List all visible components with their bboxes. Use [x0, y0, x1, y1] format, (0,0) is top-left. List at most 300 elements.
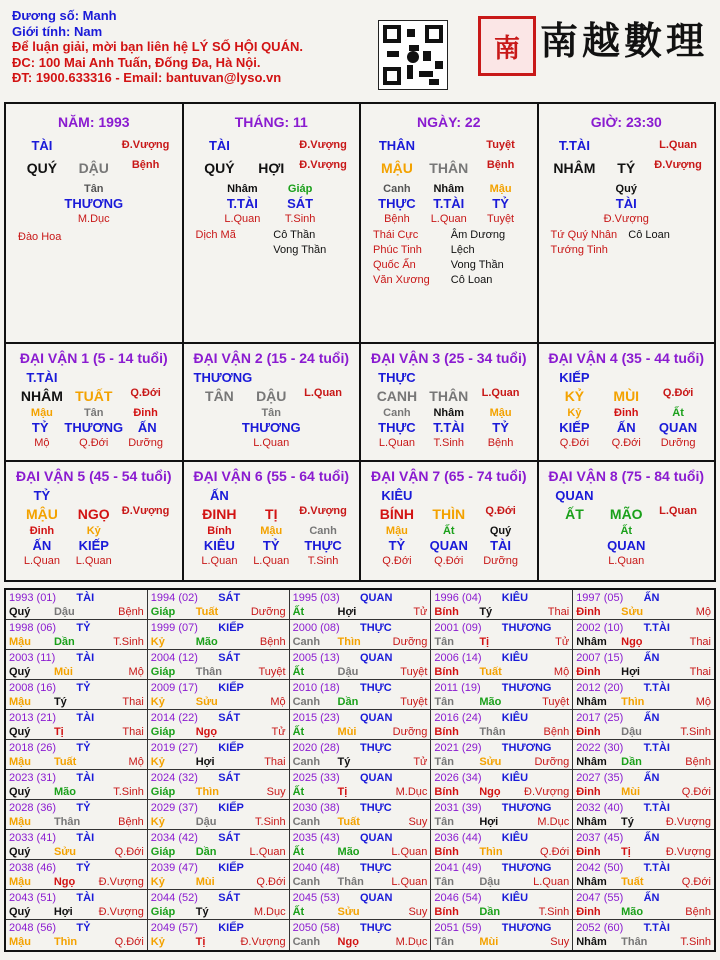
- year-god: THƯƠNG: [501, 922, 552, 934]
- year-label: 2034 (42): [150, 832, 198, 844]
- year-cell: [6, 680, 148, 709]
- year-label: 2005 (13): [292, 652, 340, 664]
- year-cell: [6, 860, 148, 889]
- stem: TÂN: [205, 388, 234, 404]
- year-stage: Bệnh: [543, 726, 570, 738]
- year-branch: Dậu: [337, 666, 359, 678]
- year-cell: [6, 800, 148, 829]
- stem: NHÂM: [553, 160, 596, 176]
- year-god: TỶ: [76, 682, 91, 694]
- year-stem: Tân: [434, 696, 454, 708]
- year-branch: Dần: [195, 846, 217, 858]
- year-stage: Suy: [550, 936, 570, 948]
- year-cell: [431, 650, 573, 679]
- stem: MẬU: [25, 506, 58, 522]
- year-cell: [290, 830, 432, 859]
- year-label: 2010 (18): [292, 682, 340, 694]
- year-cell: [6, 920, 148, 950]
- stage: L.Quan: [659, 139, 698, 151]
- year-label: 2016 (24): [434, 712, 482, 724]
- stem: MẬU: [380, 160, 413, 176]
- year-row: [6, 740, 714, 770]
- year-stage: L.Quan: [249, 846, 286, 858]
- hidden-god: QUAN: [658, 420, 698, 435]
- year-stage: Dưỡng: [250, 606, 286, 618]
- year-god: TỶ: [76, 622, 91, 634]
- year-god: KIẾP: [218, 922, 244, 934]
- year-stem: Ất: [292, 726, 305, 738]
- stage: L.Quan: [304, 387, 343, 399]
- year-god: THỰC: [360, 922, 392, 934]
- year-row: [6, 620, 714, 650]
- hidden-god: SÁT: [287, 196, 314, 211]
- year-branch: Sửu: [337, 906, 360, 918]
- hidden-stem: Tân: [83, 407, 104, 419]
- year-label: 2012 (20): [576, 682, 624, 694]
- hidden-stem: Đinh: [614, 407, 639, 419]
- hidden-god: TỶ: [388, 538, 406, 553]
- year-stem: Mậu: [9, 816, 31, 828]
- year-god: QUAN: [360, 892, 393, 904]
- pillar-hour: [539, 104, 715, 344]
- year-stage: Suy: [408, 906, 428, 918]
- ten-god: TÀI: [31, 138, 53, 153]
- dai-van-title: ĐẠI VẬN 1 (5 - 14 tuổi): [19, 350, 168, 366]
- year-label: 2027 (35): [576, 772, 624, 784]
- year-god: SÁT: [218, 832, 241, 844]
- hidden-stem: Bính: [207, 525, 232, 537]
- year-stage: L.Quan: [391, 876, 428, 888]
- year-cell: [290, 650, 432, 679]
- year-branch: Tuất: [53, 756, 77, 768]
- pillar-title: THÁNG: 11: [234, 114, 308, 130]
- year-god: ẤN: [643, 592, 660, 604]
- hidden-stem: Mậu: [260, 525, 283, 537]
- stars-good: Tứ Quý Nhân Tướng Tinh: [550, 229, 618, 256]
- year-label: 1997 (05): [576, 592, 624, 604]
- hidden-stem: Mậu: [489, 407, 512, 419]
- year-stem: Nhâm: [576, 696, 607, 708]
- hidden-god: QUAN: [429, 538, 468, 553]
- year-cell: [6, 830, 148, 859]
- year-cell: [6, 770, 148, 799]
- year-label: 2003 (11): [9, 652, 56, 664]
- year-stage: Thai: [122, 696, 144, 708]
- year-label: 2013 (21): [9, 712, 57, 724]
- year-stage: Thai: [689, 666, 711, 678]
- year-stem: Giáp: [150, 666, 176, 678]
- year-branch: Thìn: [621, 696, 645, 708]
- year-stem: Mậu: [9, 936, 31, 948]
- hidden-stage: L.Quan: [378, 437, 415, 449]
- hidden-god: [194, 420, 242, 436]
- dai-van-title: ĐẠI VẬN 5 (45 - 54 tuổi): [15, 468, 172, 484]
- year-label: 2028 (36): [9, 802, 57, 814]
- ten-god: T.TÀI: [558, 138, 590, 153]
- year-label: 2001 (09): [434, 622, 482, 634]
- year-stage: Bệnh: [685, 906, 711, 918]
- hidden-stem: Ất: [442, 525, 455, 537]
- year-stem: Kỷ: [150, 636, 165, 648]
- year-stem: Bính: [434, 726, 459, 738]
- dai-van-2: [184, 344, 362, 462]
- year-stem: Nhâm: [576, 756, 607, 768]
- hidden-god: TỶ: [262, 538, 280, 553]
- ten-god: QUAN: [555, 488, 594, 503]
- year-god: TÀI: [76, 652, 95, 664]
- stem: ĐINH: [202, 506, 237, 522]
- year-stage: Suy: [408, 816, 428, 828]
- hidden-stage: L.Quan: [430, 213, 467, 225]
- dai-van-title: ĐẠI VẬN 6 (55 - 64 tuổi): [193, 468, 350, 484]
- year-row: [6, 650, 714, 680]
- year-branch: Hợi: [195, 756, 215, 768]
- stem: ẤT: [565, 506, 584, 522]
- year-stem: Canh: [292, 756, 321, 768]
- hidden-god: THƯƠNG: [64, 420, 124, 435]
- year-branch: Thân: [479, 726, 506, 738]
- year-branch: Dậu: [195, 816, 217, 828]
- hidden-god: THƯƠNG: [241, 420, 301, 435]
- dai-van-row-1: [6, 344, 714, 462]
- year-stage: Tử: [271, 726, 286, 738]
- annual-table: [4, 588, 716, 952]
- year-stem: Canh: [292, 876, 321, 888]
- year-label: 2011 (19): [434, 682, 481, 694]
- year-god: KIẾP: [218, 802, 244, 814]
- hidden-god: TÀI: [490, 538, 512, 553]
- year-branch: Tuất: [479, 666, 502, 678]
- hidden-stage: L.Quan: [224, 213, 261, 225]
- year-stage: Tử: [413, 606, 428, 618]
- year-cell: [6, 620, 148, 649]
- dai-van-title: ĐẠI VẬN 8 (75 - 84 tuổi): [548, 468, 705, 484]
- hidden-god: THỰC: [304, 538, 342, 553]
- year-cell: [290, 680, 432, 709]
- year-stem: Đinh: [576, 786, 601, 798]
- year-stage: Mộ: [695, 696, 711, 708]
- hidden-god: [549, 538, 601, 554]
- hidden-stem: Tân: [83, 183, 104, 195]
- year-label: 2050 (58): [292, 922, 340, 934]
- hidden-god: [301, 420, 349, 436]
- year-god: SÁT: [218, 652, 241, 664]
- year-label: 2036 (44): [434, 832, 482, 844]
- hidden-stem: Mậu: [385, 525, 408, 537]
- year-label: 2045 (53): [292, 892, 340, 904]
- year-cell: [6, 650, 148, 679]
- hidden-god: KIẾP: [78, 538, 109, 553]
- year-branch: Tuất: [621, 876, 644, 888]
- year-god: QUAN: [360, 772, 393, 784]
- year-branch: Mão: [53, 786, 76, 798]
- year-row: [6, 920, 714, 950]
- year-stage: Tử: [555, 636, 570, 648]
- year-branch: Mùi: [337, 726, 357, 738]
- year-row: [6, 770, 714, 800]
- year-god: T.TÀI: [643, 622, 670, 634]
- year-god: T.TÀI: [643, 922, 670, 934]
- year-stem: Bính: [434, 606, 459, 618]
- pillars-row: [6, 104, 714, 344]
- year-label: 2048 (56): [9, 922, 57, 934]
- hidden-stage: L.Quan: [253, 555, 290, 567]
- year-god: KIẾP: [218, 862, 244, 874]
- year-label: 2031 (39): [434, 802, 482, 814]
- year-branch: Hợi: [621, 666, 640, 678]
- dai-van-8: [539, 462, 715, 580]
- year-stage: Thai: [122, 726, 144, 738]
- year-stage: Q.Đới: [539, 846, 570, 858]
- year-branch: Ngọ: [621, 636, 643, 648]
- year-stage: Bệnh: [118, 816, 144, 828]
- hidden-stem: Ất: [672, 407, 684, 419]
- hidden-stage: T.Sinh: [307, 555, 339, 567]
- year-branch: Tuất: [337, 816, 360, 828]
- year-god: THỰC: [360, 802, 392, 814]
- pillar-year: [6, 104, 184, 344]
- year-god: T.TÀI: [643, 862, 670, 874]
- hidden-god: THỰC: [378, 196, 416, 211]
- year-branch: Hợi: [53, 906, 73, 918]
- year-god: TỶ: [76, 802, 91, 814]
- hidden-god: [652, 538, 704, 554]
- year-label: 2026 (34): [434, 772, 482, 784]
- year-god: T.TÀI: [643, 742, 670, 754]
- year-cell: [148, 920, 290, 950]
- hidden-stage: Bệnh: [384, 213, 410, 225]
- year-cell: [290, 890, 432, 919]
- branch: TỊ: [265, 506, 278, 522]
- year-stem: Mậu: [9, 876, 31, 888]
- year-cell: [573, 770, 714, 799]
- hidden-god: T.TÀI: [226, 196, 258, 211]
- year-stem: Kỷ: [150, 936, 165, 948]
- dai-van-1: [6, 344, 184, 462]
- year-stage: Suy: [266, 786, 286, 798]
- branch-stage: Bệnh: [486, 159, 515, 171]
- year-branch: Hợi: [337, 606, 357, 618]
- year-cell: [431, 620, 573, 649]
- year-branch: Mùi: [479, 936, 499, 948]
- year-cell: [573, 890, 714, 919]
- year-stem: Quý: [9, 786, 31, 798]
- year-stem: Tân: [434, 756, 454, 768]
- hidden-god: KIẾP: [559, 420, 590, 435]
- dai-van-title: ĐẠI VẬN 4 (35 - 44 tuổi): [548, 350, 705, 366]
- year-branch: Mão: [337, 846, 360, 858]
- hidden-stage: L.Quan: [201, 555, 238, 567]
- year-row: [6, 680, 714, 710]
- year-branch: Mùi: [195, 876, 215, 888]
- year-row: [6, 860, 714, 890]
- year-cell: [6, 740, 148, 769]
- year-stem: Ất: [292, 906, 305, 918]
- year-god: SÁT: [218, 772, 241, 784]
- year-branch: Tị: [479, 636, 490, 648]
- hidden-stem: [194, 406, 246, 420]
- year-label: 2018 (26): [9, 742, 57, 754]
- year-branch: Dậu: [479, 876, 501, 888]
- year-row: [6, 710, 714, 740]
- year-stage: Tuyệt: [400, 666, 428, 678]
- year-cell: [6, 710, 148, 739]
- hidden-stage: [297, 436, 349, 450]
- year-label: 2052 (60): [576, 922, 624, 934]
- year-god: SÁT: [218, 592, 241, 604]
- year-branch: Dần: [337, 696, 359, 708]
- year-label: 2008 (16): [9, 682, 57, 694]
- year-cell: [573, 800, 714, 829]
- year-stage: T.Sinh: [113, 636, 144, 648]
- hidden-stage: Dưỡng: [128, 437, 163, 449]
- year-branch: Ngọ: [53, 876, 76, 888]
- year-god: KIÊU: [501, 652, 529, 664]
- stars: Đào Hoa: [18, 231, 62, 243]
- hidden-stem: Nhâm: [433, 183, 465, 195]
- hidden-stage: Đ.Vượng: [603, 213, 649, 225]
- year-stage: Đ.Vượng: [665, 846, 711, 858]
- year-god: KIẾP: [218, 742, 244, 754]
- year-stem: Ất: [292, 786, 305, 798]
- year-stage: T.Sinh: [113, 786, 144, 798]
- year-stage: M.Dục: [537, 816, 570, 828]
- year-cell: [290, 860, 432, 889]
- stage: Đ.Vượng: [121, 139, 170, 151]
- year-cell: [290, 740, 432, 769]
- hidden-god: THỰC: [378, 420, 416, 435]
- stage: Q.Đới: [130, 387, 161, 399]
- year-branch: Ngọ: [195, 726, 218, 738]
- hidden-stem: Canh: [309, 525, 337, 537]
- year-god: THƯƠNG: [501, 862, 552, 874]
- hidden-god: TÀI: [615, 196, 637, 211]
- year-god: KIÊU: [501, 712, 529, 724]
- hidden-god: TỶ: [492, 420, 509, 435]
- year-god: TÀI: [76, 712, 95, 724]
- year-label: 2035 (43): [292, 832, 340, 844]
- year-branch: Sửu: [195, 696, 218, 708]
- brand-seal: 南: [478, 16, 536, 76]
- year-cell: [6, 590, 148, 619]
- year-label: 2002 (10): [576, 622, 624, 634]
- year-label: 2030 (38): [292, 802, 340, 814]
- year-label: 2043 (51): [9, 892, 57, 904]
- stars-good: Thái Cực Phúc Tinh Quốc Ấn Văn Xương: [373, 229, 430, 286]
- stage: L.Quan: [481, 387, 520, 399]
- year-stage: Mộ: [270, 696, 286, 708]
- branch: HỢI: [258, 160, 285, 176]
- year-branch: Dần: [53, 636, 75, 648]
- year-branch: Dần: [621, 756, 642, 768]
- hidden-stem: Ất: [620, 525, 633, 537]
- year-stem: Canh: [292, 936, 321, 948]
- year-cell: [573, 920, 714, 950]
- year-god: THƯƠNG: [501, 802, 552, 814]
- header: [12, 8, 303, 86]
- year-god: KIÊU: [501, 592, 529, 604]
- ten-god: ẤN: [210, 488, 229, 503]
- year-cell: [431, 830, 573, 859]
- year-label: 1999 (07): [150, 622, 198, 634]
- year-stage: T.Sinh: [680, 726, 711, 738]
- brand-logo-text: 南越數理: [540, 18, 709, 63]
- stem: CANH: [376, 388, 418, 404]
- branch-stage: Đ.Vượng: [654, 159, 702, 171]
- year-row: [6, 590, 714, 620]
- year-label: 2019 (27): [150, 742, 198, 754]
- stage: Q.Đới: [662, 387, 694, 399]
- hidden-stage: Mộ: [34, 437, 50, 449]
- year-label: 2033 (41): [9, 832, 57, 844]
- year-branch: Tý: [195, 906, 209, 918]
- year-label: 2047 (55): [576, 892, 624, 904]
- year-stem: Ất: [292, 666, 305, 678]
- year-stem: Giáp: [150, 786, 176, 798]
- year-branch: Mùi: [53, 666, 73, 678]
- branch: THÂN: [429, 388, 469, 404]
- year-stem: Giáp: [150, 606, 176, 618]
- branch: DẬU: [256, 388, 287, 404]
- year-cell: [6, 890, 148, 919]
- year-stage: Thai: [689, 636, 711, 648]
- year-stage: Mộ: [695, 606, 711, 618]
- hidden-stage: T.Sinh: [433, 437, 465, 449]
- year-god: ẤN: [643, 832, 660, 844]
- hidden-stage: T.Sinh: [284, 213, 316, 225]
- year-cell: [290, 590, 432, 619]
- hidden-god: [120, 538, 172, 554]
- stars-bad: Cô Thần Vong Thần: [273, 229, 327, 256]
- hidden-god: T.TÀI: [433, 420, 465, 435]
- year-label: 2041 (49): [434, 862, 482, 874]
- hidden-stage: Q.Đới: [434, 555, 464, 567]
- year-cell: [148, 590, 290, 619]
- year-stem: Canh: [292, 816, 321, 828]
- hidden-stem: Mậu: [489, 183, 512, 195]
- year-branch: Sửu: [479, 756, 502, 768]
- branch: THÌN: [432, 506, 466, 522]
- year-row: [6, 890, 714, 920]
- hidden-god: TỶ: [31, 420, 49, 435]
- ten-god: THƯƠNG: [193, 370, 253, 385]
- year-god: THỰC: [360, 622, 392, 634]
- year-stem: Tân: [434, 816, 454, 828]
- year-label: 2021 (29): [434, 742, 482, 754]
- hidden-stage: [549, 554, 601, 568]
- year-cell: [431, 860, 573, 889]
- year-stage: L.Quan: [391, 846, 428, 858]
- year-god: TÀI: [76, 592, 95, 604]
- pillar-title: NĂM: 1993: [57, 114, 130, 130]
- dai-van-4: [539, 344, 715, 462]
- dai-van-5: [6, 462, 184, 580]
- hidden-stage: Dưỡng: [660, 437, 696, 449]
- year-label: 2037 (45): [576, 832, 624, 844]
- branch-stage: Đ.Vượng: [299, 159, 347, 171]
- dai-van-6: [184, 462, 362, 580]
- year-cell: [290, 920, 432, 950]
- gender: Giới tính: Nam: [12, 23, 103, 39]
- year-label: 1995 (03): [292, 592, 340, 604]
- hidden-stem: Canh: [383, 407, 411, 419]
- year-stage: Thai: [264, 756, 286, 768]
- year-stem: Ất: [292, 606, 305, 618]
- branch: DẬU: [78, 160, 109, 176]
- year-stage: Đ.Vượng: [665, 816, 711, 828]
- year-branch: Thân: [621, 936, 648, 948]
- year-cell: [148, 740, 290, 769]
